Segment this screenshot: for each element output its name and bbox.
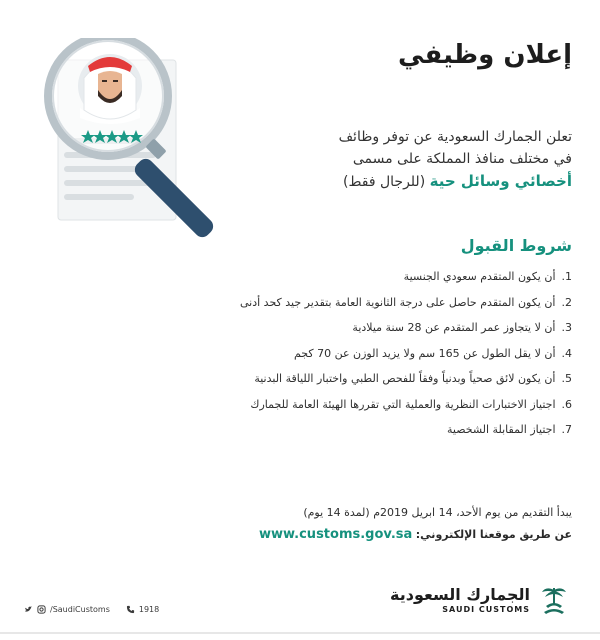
phone-icon <box>126 605 135 614</box>
website-link[interactable]: www.customs.gov.sa <box>258 527 413 542</box>
condition-text: اجتياز الاختبارات النظرية والعملية التي تقررها الهيئة العامة للجمارك <box>250 397 556 411</box>
conditions-heading: شروط القبول <box>460 236 572 255</box>
condition-item <box>52 366 572 392</box>
condition-number: 4. <box>561 346 572 360</box>
instagram-icon[interactable] <box>37 605 46 614</box>
condition-text: أن يكون لائق صحياً وبدنياً وفقاً للفحص الطبي واختبار اللياقة البدنية <box>254 372 556 385</box>
condition-item <box>52 290 572 316</box>
condition-number: 2. <box>561 295 572 309</box>
condition-number: 1. <box>561 270 572 283</box>
phone-number[interactable]: 1918 <box>138 604 160 614</box>
condition-text: أن لا يقل الطول عن 165 سم ولا يزيد الوزن عن 70 كجم <box>293 346 556 360</box>
condition-number: 3. <box>561 321 572 334</box>
condition-text: أن يكون المتقدم حاصل على درجة الثانوية العامة بتقدير جيد كحد أدنى <box>239 295 556 309</box>
intro-line-2: في مختلف منافذ المملكة على مسمى <box>352 151 572 167</box>
condition-item <box>52 417 572 443</box>
job-title-suffix: (للرجال فقط) <box>343 174 426 190</box>
logo-english: SAUDI CUSTOMS <box>442 605 530 614</box>
footer-divider <box>0 632 600 634</box>
conditions-list <box>52 264 572 443</box>
magnifier-icon <box>18 38 258 248</box>
condition-text: اجتياز المقابلة الشخصية <box>446 423 556 436</box>
condition-item <box>52 315 572 341</box>
condition-text: أن يكون المتقدم سعودي الجنسية <box>403 270 556 283</box>
page-title: إعلان وظيفي <box>398 40 572 70</box>
palm-emblem-icon <box>536 582 572 618</box>
condition-item <box>52 392 572 418</box>
intro-line-3 <box>272 170 572 193</box>
job-title: أخصائي وسائل حية <box>429 172 572 190</box>
saudi-customs-logo <box>390 580 572 620</box>
social-handle[interactable]: /SaudiCustoms <box>50 604 110 614</box>
condition-item <box>52 264 572 290</box>
condition-number: 6. <box>561 397 572 411</box>
application-via <box>52 525 572 545</box>
application-info <box>52 503 572 545</box>
magnifier-resume-illustration <box>18 38 258 248</box>
application-via-label: عن طريق موقعنا الإلكتروني: <box>415 528 572 541</box>
application-start: يبدأ التقديم من يوم الأحد، 14 ابريل 2019م (لمدة 14 يوم) <box>303 506 572 519</box>
condition-number: 5. <box>561 372 572 385</box>
intro-line-1: تعلن الجمارك السعودية عن توفر وظائف <box>338 129 572 145</box>
intro-paragraph <box>272 126 572 193</box>
twitter-icon[interactable] <box>24 605 33 614</box>
logo-arabic: الجمارك السعودية <box>390 585 530 604</box>
condition-text: أن لا يتجاوز عمر المتقدم عن 28 سنة ميلادية <box>352 321 556 334</box>
condition-item <box>52 341 572 367</box>
condition-number: 7. <box>561 423 572 436</box>
social-bar <box>24 602 159 616</box>
